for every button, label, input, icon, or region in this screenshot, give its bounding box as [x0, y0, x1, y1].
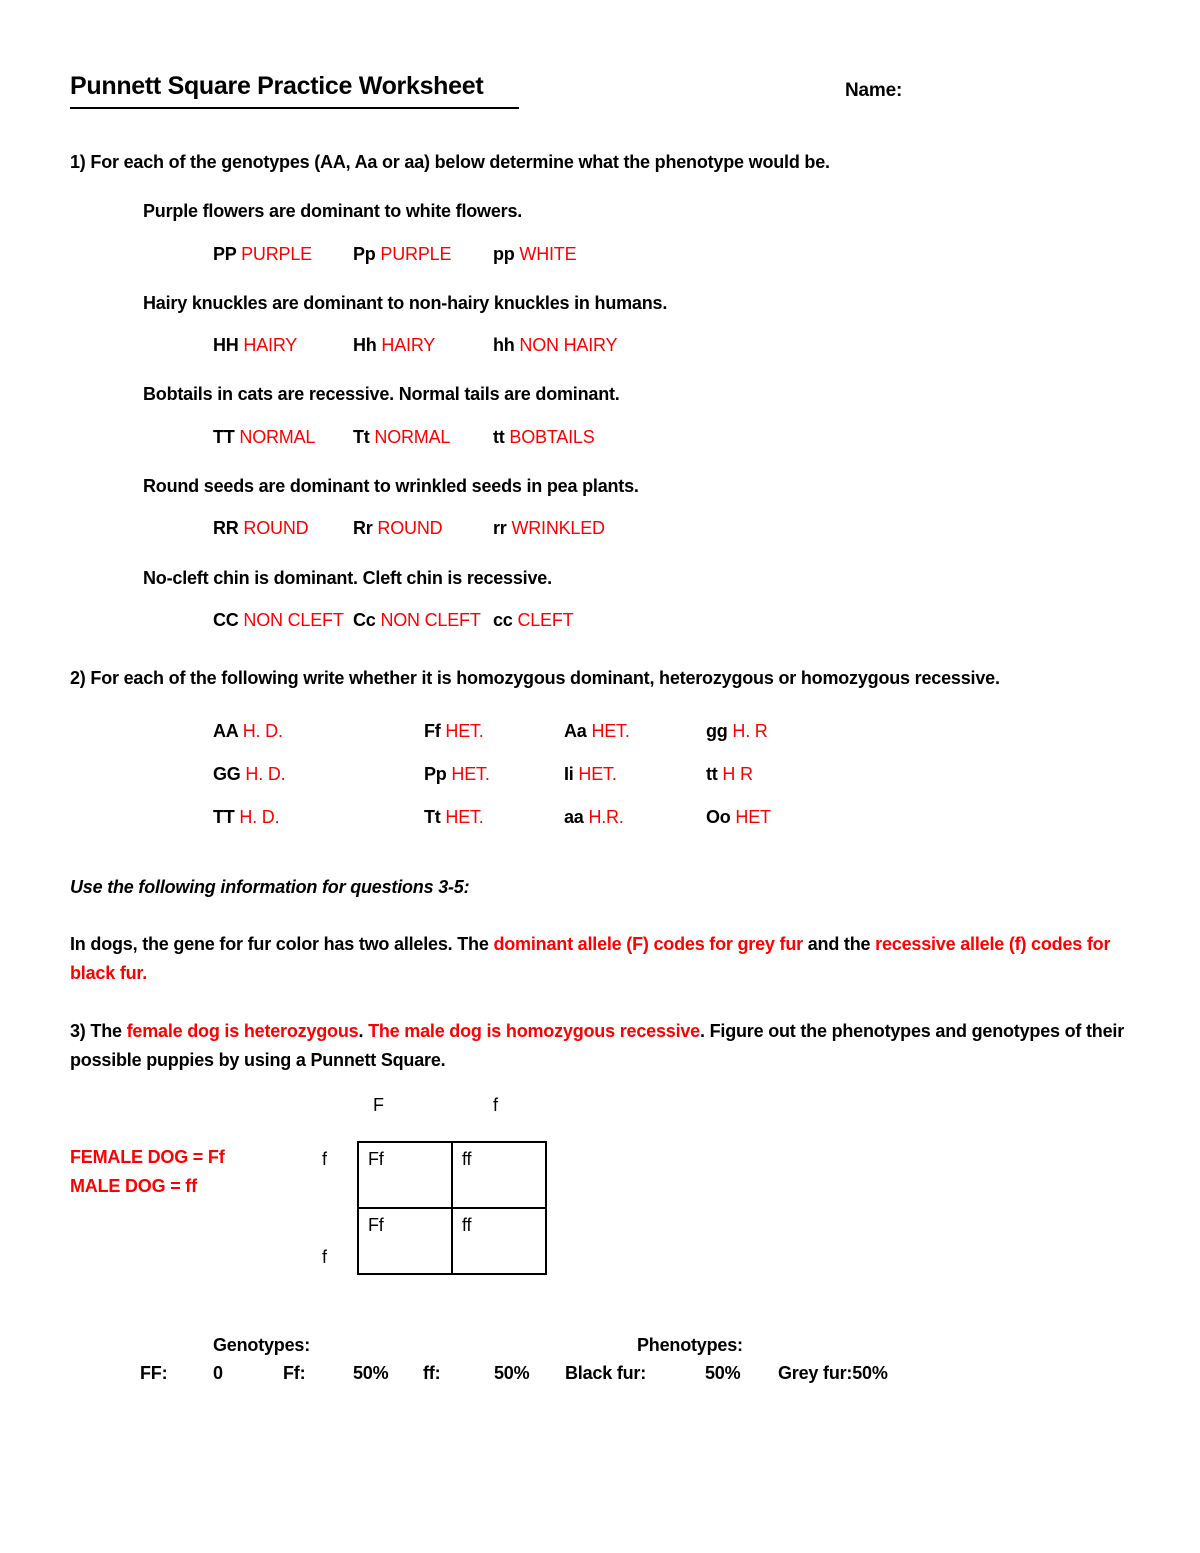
genotype-answer-pair — [706, 762, 753, 786]
zygosity-answer: H. D. — [242, 720, 283, 741]
genotype-answer-pair — [564, 762, 706, 786]
zygosity-answer: HET. — [451, 763, 490, 784]
genotype-label: RR — [213, 518, 239, 539]
genotype-label: GG — [213, 763, 241, 784]
genotype-label: Ii — [564, 763, 574, 784]
zygosity-answer: H.R. — [588, 807, 624, 828]
genotype-answer-pair — [493, 516, 633, 540]
genotype-answer-pair — [564, 805, 706, 829]
genotype-label: gg — [706, 720, 728, 741]
genotype-label: Pp — [353, 243, 376, 264]
fur-color-info — [70, 930, 1132, 988]
q2-row — [213, 719, 1132, 743]
grey-fur-label: Grey fur:50% — [778, 1362, 888, 1383]
genotype-label: TT — [213, 426, 235, 447]
genotype-label: hh — [493, 335, 515, 356]
trait-statement: Purple flowers are dominant to white flowers. — [143, 201, 523, 222]
genotype-answer-pair — [213, 719, 424, 743]
genotype-answer-pair — [353, 425, 493, 449]
zygosity-answer: H. D. — [245, 763, 286, 784]
FF-value: 0 — [213, 1362, 223, 1383]
punnett-cell: Ff — [358, 1142, 452, 1208]
genotype-label: cc — [493, 609, 513, 630]
phenotype-answer: HAIRY — [381, 335, 436, 356]
phenotype-answer: PURPLE — [241, 243, 312, 264]
black-fur-value: 50% — [705, 1362, 741, 1383]
genotype-label: AA — [213, 720, 238, 741]
q1-prompt-text: For each of the genotypes (AA, Aa or aa) below determine what the phenotype would be. — [90, 152, 830, 172]
phenotype-answer: CLEFT — [517, 609, 574, 630]
genotype-answer-pair — [424, 762, 564, 786]
phenotype-answer: NON CLEFT — [380, 609, 481, 630]
phenotype-answer: NORMAL — [374, 426, 451, 447]
info-text: and the — [802, 933, 876, 954]
parent-genotype-labels — [70, 1145, 225, 1204]
phenotype-answer: HAIRY — [243, 335, 298, 356]
punnett-row-header-f-bottom: f — [322, 1246, 327, 1267]
genotype-label: Rr — [353, 518, 373, 539]
punnett-cell: Ff — [358, 1208, 452, 1274]
dominant-allele-text: dominant allele (F) codes for grey fur — [493, 933, 803, 954]
punnett-square-section — [70, 1093, 1132, 1271]
genotype-label: TT — [213, 807, 235, 828]
ff-value: 50% — [494, 1362, 530, 1383]
genotype-answer-pair — [493, 333, 633, 357]
trait-statement: Hairy knuckles are dominant to non-hairy knuckles in humans. — [143, 292, 668, 313]
genotype-label: tt — [706, 763, 718, 784]
answer-row — [213, 425, 1132, 449]
phenotype-answer: BOBTAILS — [509, 426, 595, 447]
genotype-answer-pair — [353, 516, 493, 540]
zygosity-answer: HET. — [578, 763, 617, 784]
genotype-label: pp — [493, 243, 515, 264]
genotype-answer-pair — [213, 333, 353, 357]
genotype-label: CC — [213, 609, 239, 630]
genotype-answer-pair — [706, 719, 768, 743]
genotype-answer-pair — [213, 425, 353, 449]
q1-prompt — [70, 150, 1132, 174]
phenotype-answer: NORMAL — [239, 426, 316, 447]
phenotypes-label: Phenotypes: — [637, 1334, 743, 1355]
recessive-allele-text: recessive allele (f) codes for black fur. — [70, 933, 1111, 983]
zygosity-answer: H R — [722, 763, 753, 784]
info-text: In dogs, the gene for fur color has two alleles. The — [70, 933, 494, 954]
punnett-col-header-F: F — [373, 1094, 384, 1115]
zygosity-answer: H. R — [732, 720, 768, 741]
genotype-label: Tt — [353, 426, 370, 447]
punnett-row-header-f-top: f — [322, 1148, 327, 1169]
phenotype-answer: NON CLEFT — [243, 609, 344, 630]
genotype-answer-pair — [493, 425, 633, 449]
ff-label: ff: — [423, 1362, 441, 1383]
q1-item-bobtails — [70, 382, 1132, 449]
q3-text: . — [358, 1021, 369, 1042]
zygosity-answer: H. D. — [239, 807, 280, 828]
q2-number: 2) — [70, 668, 86, 689]
name-label: Name: — [845, 80, 903, 101]
genotype-label: Hh — [353, 335, 377, 356]
genotype-label: Ff — [424, 720, 441, 741]
punnett-square — [357, 1141, 547, 1275]
male-dog-text: The male dog is homozygous recessive — [368, 1021, 700, 1042]
answer-row — [213, 516, 1132, 540]
q3-text: . Figure out the phenotypes and genotypes of their possible puppies by using a Punnett Square. — [70, 1021, 1125, 1071]
genotype-answer-pair — [213, 516, 353, 540]
Ff-value: 50% — [353, 1362, 389, 1383]
genotype-answer-pair — [353, 608, 493, 632]
genotype-answer-pair — [213, 608, 353, 632]
phenotype-answer: ROUND — [243, 518, 309, 539]
Ff-label: Ff: — [283, 1362, 306, 1383]
genotype-label: Aa — [564, 720, 587, 741]
answer-row — [213, 333, 1132, 357]
punnett-col-header-f: f — [493, 1094, 498, 1115]
genotype-label: HH — [213, 335, 239, 356]
zygosity-answer: HET. — [445, 720, 484, 741]
q2-prompt-text: For each of the following write whether it is homozygous dominant, heterozygous or homozygous recessive. — [90, 668, 1000, 689]
answer-row — [213, 608, 1132, 632]
zygosity-answer: HET. — [591, 720, 630, 741]
q2-row — [213, 805, 1132, 829]
q1-item-flowers — [70, 199, 1132, 266]
genotype-label: rr — [493, 518, 507, 539]
genotype-answer-pair — [493, 608, 633, 632]
phenotype-answer: WRINKLED — [511, 518, 605, 539]
female-dog-text: female dog is heterozygous — [126, 1021, 359, 1042]
q1-item-knuckles — [70, 291, 1132, 358]
genotype-answer-pair — [213, 805, 424, 829]
phenotype-answer: WHITE — [519, 243, 577, 264]
genotype-answer-pair — [493, 242, 633, 266]
page-title: Punnett Square Practice Worksheet — [70, 70, 519, 109]
female-dog-genotype: FEMALE DOG = Ff — [70, 1146, 225, 1167]
q1-item-seeds — [70, 474, 1132, 541]
genotype-answer-pair — [213, 242, 353, 266]
genotype-answer-pair — [564, 719, 706, 743]
genotype-label: Oo — [706, 807, 731, 828]
zygosity-answer: HET — [735, 807, 771, 828]
answer-row — [213, 242, 1132, 266]
genotype-answer-pair — [353, 242, 493, 266]
FF-label: FF: — [140, 1362, 168, 1383]
phenotype-answer: PURPLE — [380, 243, 452, 264]
q1-item-chin — [70, 566, 1132, 633]
genotype-label: tt — [493, 426, 505, 447]
genotype-label: PP — [213, 243, 237, 264]
q2-prompt — [70, 666, 1132, 690]
punnett-cell: ff — [452, 1208, 546, 1274]
genotype-label: Pp — [424, 763, 447, 784]
genotype-answer-pair — [353, 333, 493, 357]
trait-statement: Round seeds are dominant to wrinkled seeds in pea plants. — [143, 476, 639, 497]
genotype-label: Cc — [353, 609, 376, 630]
trait-statement: No-cleft chin is dominant. Cleft chin is recessive. — [143, 567, 552, 588]
genotype-answer-pair — [213, 762, 424, 786]
phenotype-answer: ROUND — [377, 518, 443, 539]
trait-statement: Bobtails in cats are recessive. Normal tails are dominant. — [143, 384, 620, 405]
genotype-answer-pair — [424, 719, 564, 743]
genotypes-label: Genotypes: — [213, 1334, 311, 1355]
genotype-label: aa — [564, 807, 584, 828]
q2-row — [213, 762, 1132, 786]
phenotype-answer: NON HAIRY — [519, 335, 618, 356]
zygosity-answer: HET. — [445, 807, 484, 828]
worksheet-header — [70, 70, 1132, 116]
q1-number: 1) — [70, 152, 86, 172]
black-fur-label: Black fur: — [565, 1362, 647, 1383]
q3-prompt — [70, 1017, 1132, 1075]
results-section — [70, 1333, 1132, 1397]
genotype-answer-pair — [424, 805, 564, 829]
section3-instruction: Use the following information for questions 3-5: — [70, 877, 470, 898]
genotype-label: Tt — [424, 807, 441, 828]
punnett-cell: ff — [452, 1142, 546, 1208]
q3-text: 3) The — [70, 1021, 127, 1042]
genotype-answer-pair — [706, 805, 771, 829]
male-dog-genotype: MALE DOG = ff — [70, 1176, 197, 1197]
